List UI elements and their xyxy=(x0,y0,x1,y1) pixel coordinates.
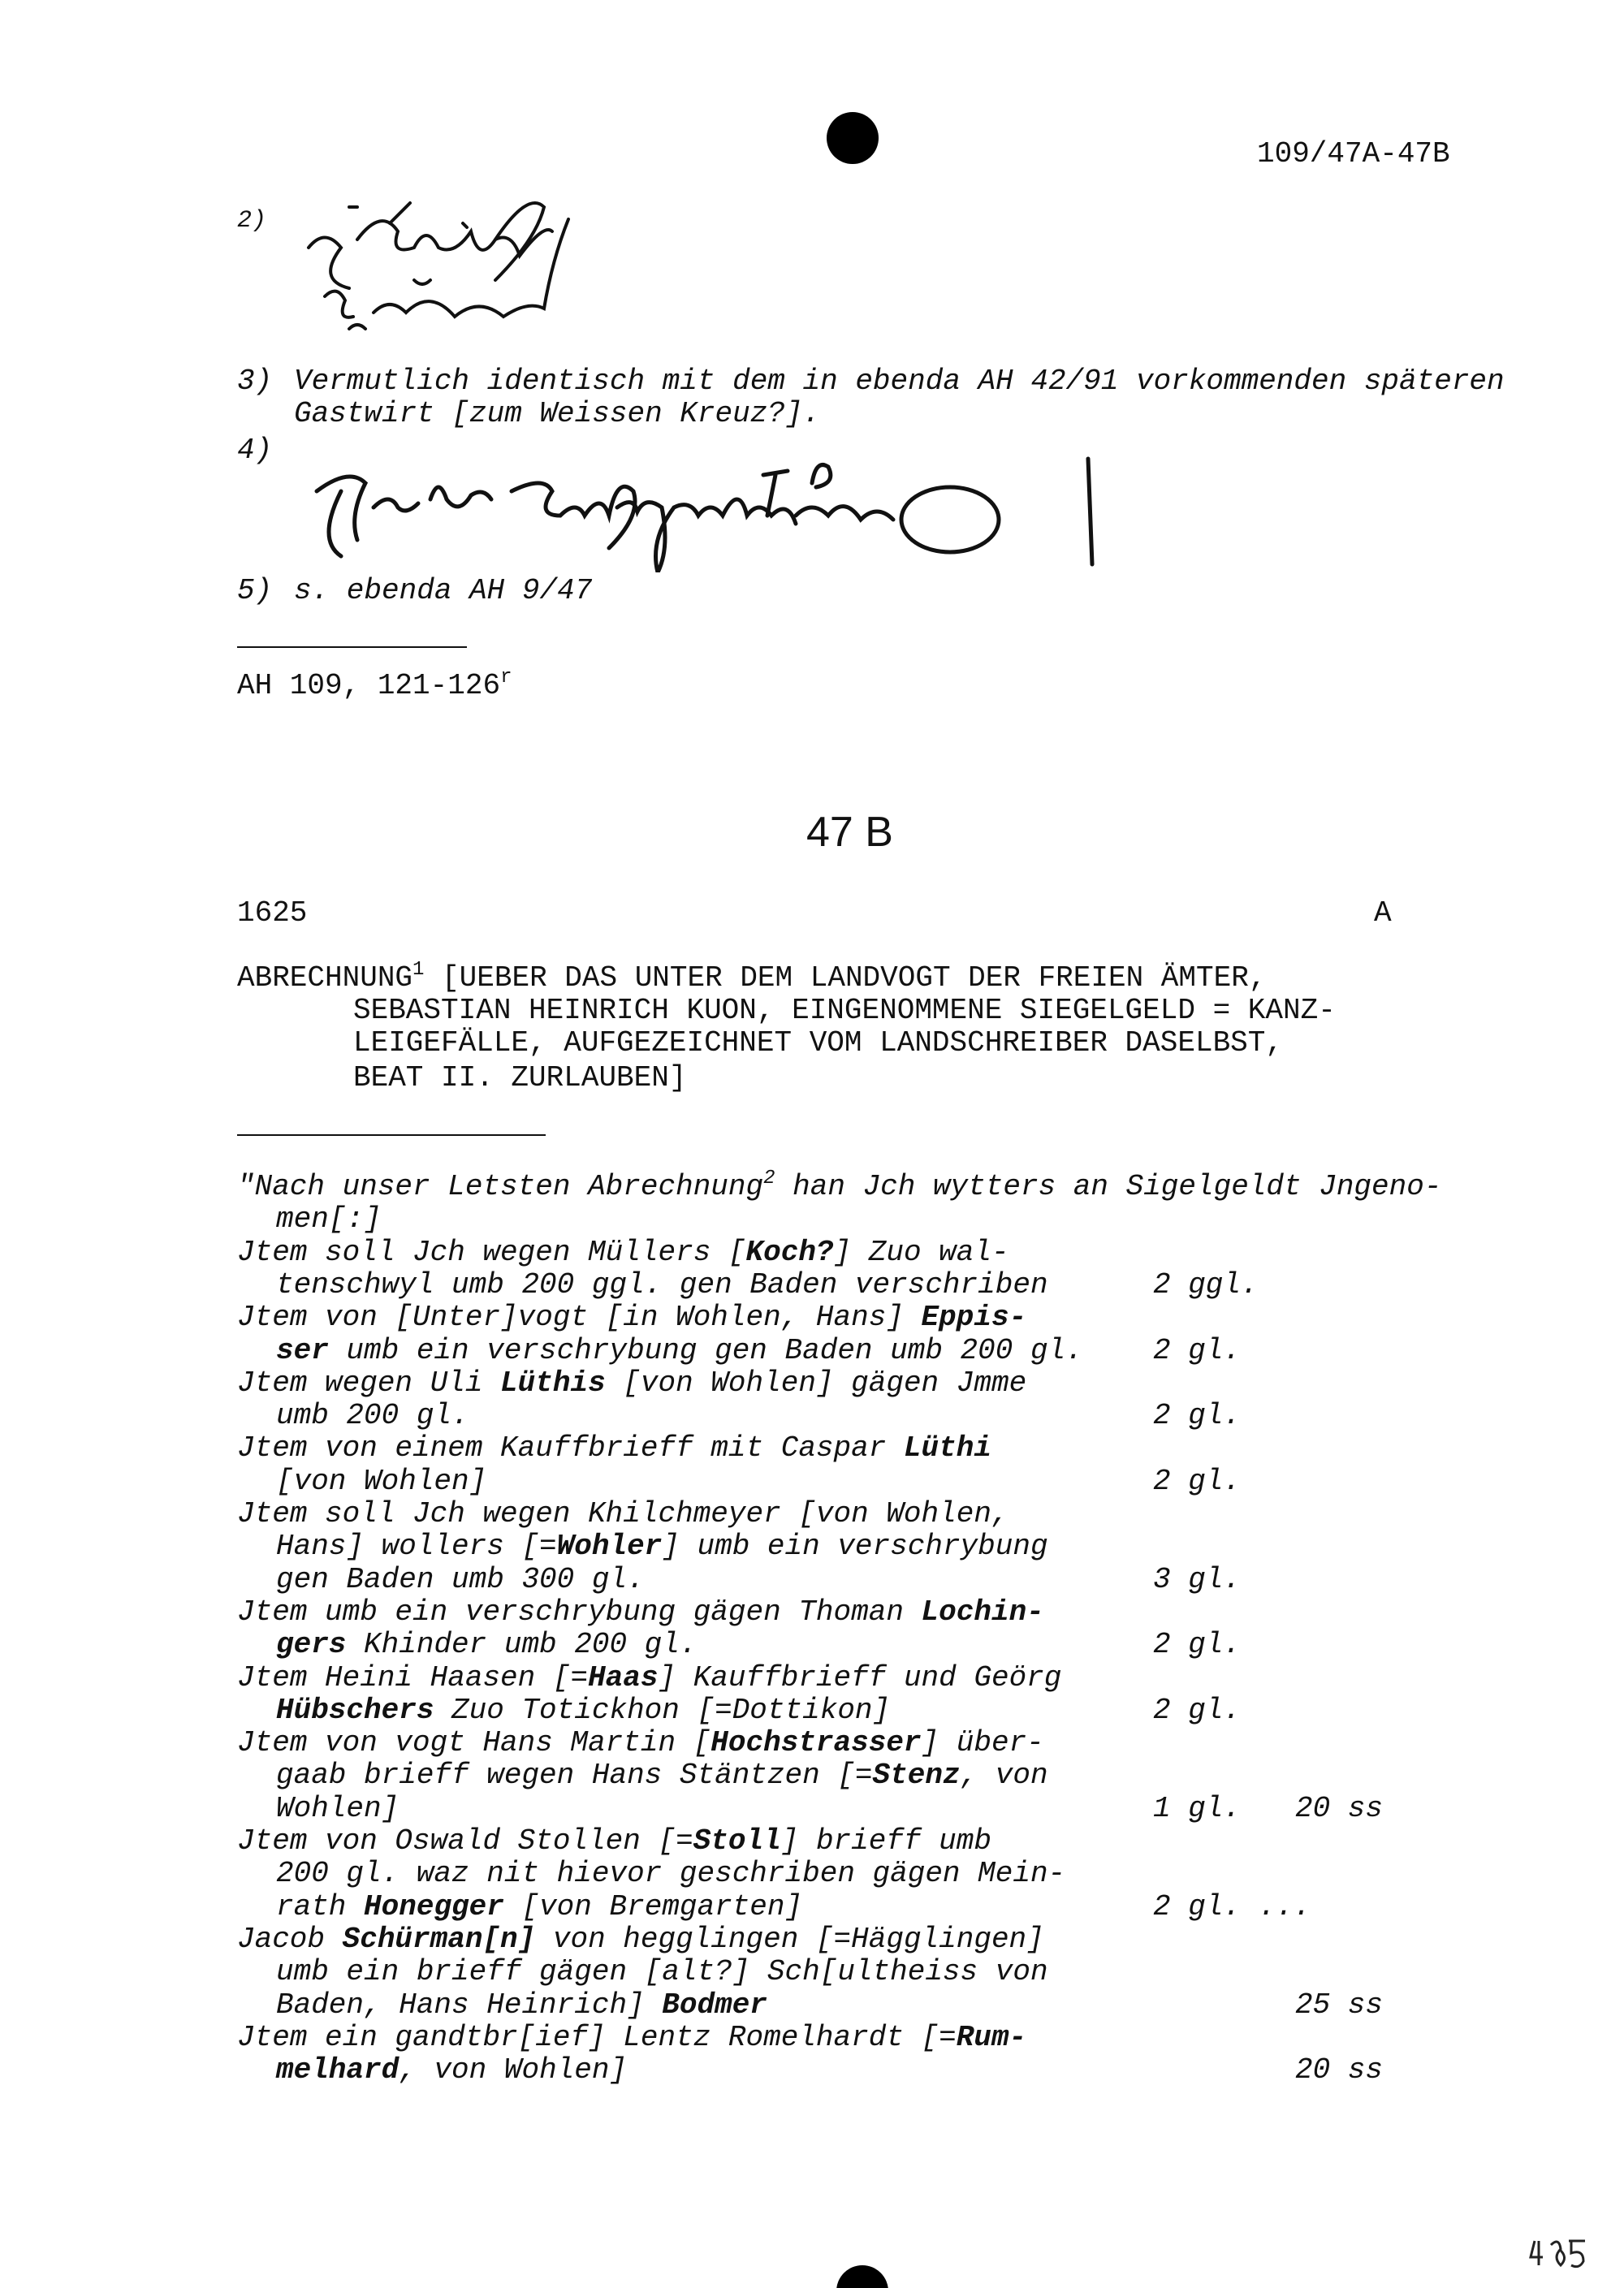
entry-amount-shilling: 25 ss xyxy=(1295,1988,1384,2022)
entry-amount-gulden: 2 gl. ... xyxy=(1153,1889,1311,1923)
entry-text: tenschwyl umb 200 ggl. gen Baden verschriben xyxy=(276,1267,1048,1302)
bold-name: ser xyxy=(276,1333,329,1367)
source-reference-sup: r xyxy=(500,667,512,689)
entry-line xyxy=(237,1825,991,1858)
bold-name: Wohler xyxy=(556,1530,663,1564)
bold-name: Bodmer xyxy=(662,1988,767,2022)
entry-line xyxy=(237,1662,1061,1694)
bold-name: Rum- xyxy=(956,2020,1027,2054)
entry-line xyxy=(276,1400,469,1432)
entry-text: ] brieff umb xyxy=(780,1824,991,1858)
entry-line xyxy=(237,1367,1026,1400)
entry-line xyxy=(237,1432,991,1465)
entry-text: Jtem von [Unter]vogt [in Wohlen, Hans] xyxy=(237,1301,922,1335)
entry-amount-gulden: 2 gl. xyxy=(1153,1464,1242,1498)
page-reference: 109/47A-47B xyxy=(1257,137,1450,171)
note-5-text: s. ebenda AH 9/47 xyxy=(294,574,593,607)
source-reference xyxy=(237,667,512,702)
document-year: 1625 xyxy=(237,896,308,930)
entry-text: umb ein verschrybung gen Baden umb 200 gl. xyxy=(328,1333,1083,1367)
bold-name: gers xyxy=(276,1628,347,1662)
entry-text: han Jch wytters an Sigelgeldt Jngeno- xyxy=(775,1170,1442,1203)
bold-name: Eppis- xyxy=(921,1301,1027,1335)
bold-name: Hochstrasser xyxy=(710,1726,922,1760)
note-3-label: 3) xyxy=(237,365,273,398)
entry-amount-gulden: 2 gl. xyxy=(1153,1333,1242,1367)
entry-text: Jtem von vogt Hans Martin [ xyxy=(237,1726,711,1760)
entry-text: Jtem ein gandtbr[ief] Lentz Romelhardt [= xyxy=(237,2020,957,2054)
entry-line xyxy=(237,1727,1044,1759)
entry-text: [von Bremgarten] xyxy=(503,1889,803,1923)
heading-footnote-marker: 1 xyxy=(412,959,425,981)
entry-line xyxy=(237,1237,1009,1269)
entry-line xyxy=(276,1989,767,2022)
note-2-label: 2) xyxy=(237,207,267,235)
entry-line xyxy=(276,1694,890,1727)
bold-name: Hübschers xyxy=(276,1693,434,1727)
bold-name: Haas xyxy=(588,1660,659,1694)
bold-name: Lüthis xyxy=(500,1366,606,1400)
bold-name: melhard xyxy=(276,2053,400,2087)
entry-line xyxy=(276,1629,698,1661)
handwritten-signature-note-2 xyxy=(300,191,625,341)
entry-text: "Nach unser Letsten Abrechnung xyxy=(237,1170,764,1203)
entry-text: [von Wohlen] gägen Jmme xyxy=(605,1366,1027,1400)
entry-text: Jtem von einem Kauffbrieff mit Caspar xyxy=(237,1431,904,1466)
entry-amount-gulden: 2 gl. xyxy=(1153,1628,1242,1662)
entry-line xyxy=(237,2022,1026,2054)
entry-text: Jtem von Oswald Stollen [= xyxy=(237,1824,693,1858)
entry-text: gen Baden umb 300 gl. xyxy=(276,1562,645,1596)
entry-text: ] über- xyxy=(921,1726,1044,1760)
entry-text: , von xyxy=(960,1759,1048,1793)
entry-line xyxy=(276,1530,1048,1563)
entry-line xyxy=(237,1302,1026,1334)
entry-text: umb ein brieff gägen [alt?] Sch[ultheiss von xyxy=(276,1955,1048,1989)
heading-divider xyxy=(237,1134,546,1136)
entry-line xyxy=(237,1168,1442,1203)
heading-line-1 xyxy=(237,959,1267,995)
entry-text: Zuo Totickhon [=Dottikon] xyxy=(434,1693,891,1727)
entry-text: Baden, Hans Heinrich] xyxy=(276,1988,663,2022)
footnote-divider xyxy=(237,646,467,648)
entry-amount-gulden: 3 gl. xyxy=(1153,1562,1242,1596)
entry-amount-shilling: 20 ss xyxy=(1295,1791,1384,1825)
handwritten-quote-note-4 xyxy=(309,442,1104,572)
footnote-marker: 2 xyxy=(763,1168,775,1189)
note-3-line-1: Vermutlich identisch mit dem in ebenda AH 42/91 vorkommenden späteren xyxy=(294,365,1505,398)
entry-line xyxy=(237,1498,1009,1530)
entry-line xyxy=(276,1269,1048,1302)
note-5-label: 5) xyxy=(237,574,273,607)
entry-text: von hegglingen [=Hägglingen] xyxy=(535,1922,1044,1956)
punch-hole-bottom xyxy=(836,2265,888,2288)
entry-text: Jacob xyxy=(237,1922,343,1956)
heading-line-2: SEBASTIAN HEINRICH KUON, EINGENOMMENE SIEGELGELD = KANZ- xyxy=(353,994,1336,1027)
entry-line xyxy=(276,2054,627,2087)
entry-amount-gulden: 1 gl. xyxy=(1153,1791,1242,1825)
entry-line xyxy=(276,1956,1048,1988)
note-4-label: 4) xyxy=(237,434,273,467)
entry-text: Wohlen] xyxy=(276,1791,400,1825)
entry-text: Jtem soll Jch wegen Müllers [ xyxy=(237,1235,746,1269)
series-letter: A xyxy=(1374,896,1392,930)
entry-amount-shilling: 20 ss xyxy=(1295,2053,1384,2087)
source-reference-text: AH 109, 121-126 xyxy=(237,669,501,702)
bold-name: Stenz xyxy=(872,1759,961,1793)
entry-text: Jtem soll Jch wegen Khilchmeyer [von Wohlen, xyxy=(237,1497,1009,1530)
entry-text: rath xyxy=(276,1889,365,1923)
entry-line xyxy=(276,1335,1083,1367)
heading-line-4: BEAT II. ZURLAUBEN] xyxy=(353,1061,687,1094)
entry-amount-gulden: 2 ggl. xyxy=(1153,1267,1259,1302)
entry-text: Jtem wegen Uli xyxy=(237,1366,501,1400)
heading-first-word: ABRECHNUNG xyxy=(237,961,413,995)
entry-text: Khinder umb 200 gl. xyxy=(346,1628,698,1662)
entry-line xyxy=(276,1793,399,1825)
bold-name: Stoll xyxy=(693,1824,781,1858)
heading-line-1-rest: [UEBER DAS UNTER DEM LANDVOGT DER FREIEN ÄMTER, xyxy=(424,961,1267,995)
entry-text: Hans] wollers [= xyxy=(276,1530,557,1564)
bold-name: Schürman[n] xyxy=(342,1922,536,1956)
entry-text: ] umb ein verschrybung xyxy=(662,1530,1048,1564)
note-3-line-2: Gastwirt [zum Weissen Kreuz?]. xyxy=(294,397,821,430)
heading-line-3: LEIGEFÄLLE, AUFGEZEICHNET VOM LANDSCHREIBER DASELBST, xyxy=(353,1026,1283,1060)
entry-line xyxy=(237,1923,1044,1956)
entry-line xyxy=(276,1466,486,1498)
entry-line xyxy=(276,1564,645,1596)
entry-text: Jtem umb ein verschrybung gägen Thoman xyxy=(237,1595,922,1629)
entry-line xyxy=(276,1891,802,1923)
bold-name: Lochin- xyxy=(921,1595,1044,1629)
entry-amount-gulden: 2 gl. xyxy=(1153,1693,1242,1727)
bold-name: Honegger xyxy=(364,1889,504,1923)
punch-hole-top xyxy=(827,112,879,164)
entry-text: men[:] xyxy=(276,1202,382,1237)
entry-line xyxy=(276,1759,1048,1792)
entry-text: , von Wohlen] xyxy=(399,2053,628,2087)
handwritten-page-number xyxy=(1527,2233,1592,2273)
entry-amount-gulden: 2 gl. xyxy=(1153,1399,1242,1433)
bold-name: Lüthi xyxy=(903,1431,991,1466)
document-number: 47 B xyxy=(806,809,893,856)
entry-text: Jtem Heini Haasen [= xyxy=(237,1660,589,1694)
bold-name: Koch? xyxy=(745,1235,834,1269)
entry-text: [von Wohlen] xyxy=(276,1464,487,1498)
entry-text: ] Kauffbrieff und Geörg xyxy=(658,1660,1062,1694)
entry-text: 200 gl. waz nit hievor geschriben gägen Mein- xyxy=(276,1857,1066,1891)
entry-text: ] Zuo wal- xyxy=(833,1235,1009,1269)
entry-text: umb 200 gl. xyxy=(276,1399,469,1433)
entry-line xyxy=(276,1858,1065,1890)
entry-line xyxy=(276,1203,382,1236)
entry-text: gaab brieff wegen Hans Stäntzen [= xyxy=(276,1759,873,1793)
entry-line xyxy=(237,1596,1044,1629)
